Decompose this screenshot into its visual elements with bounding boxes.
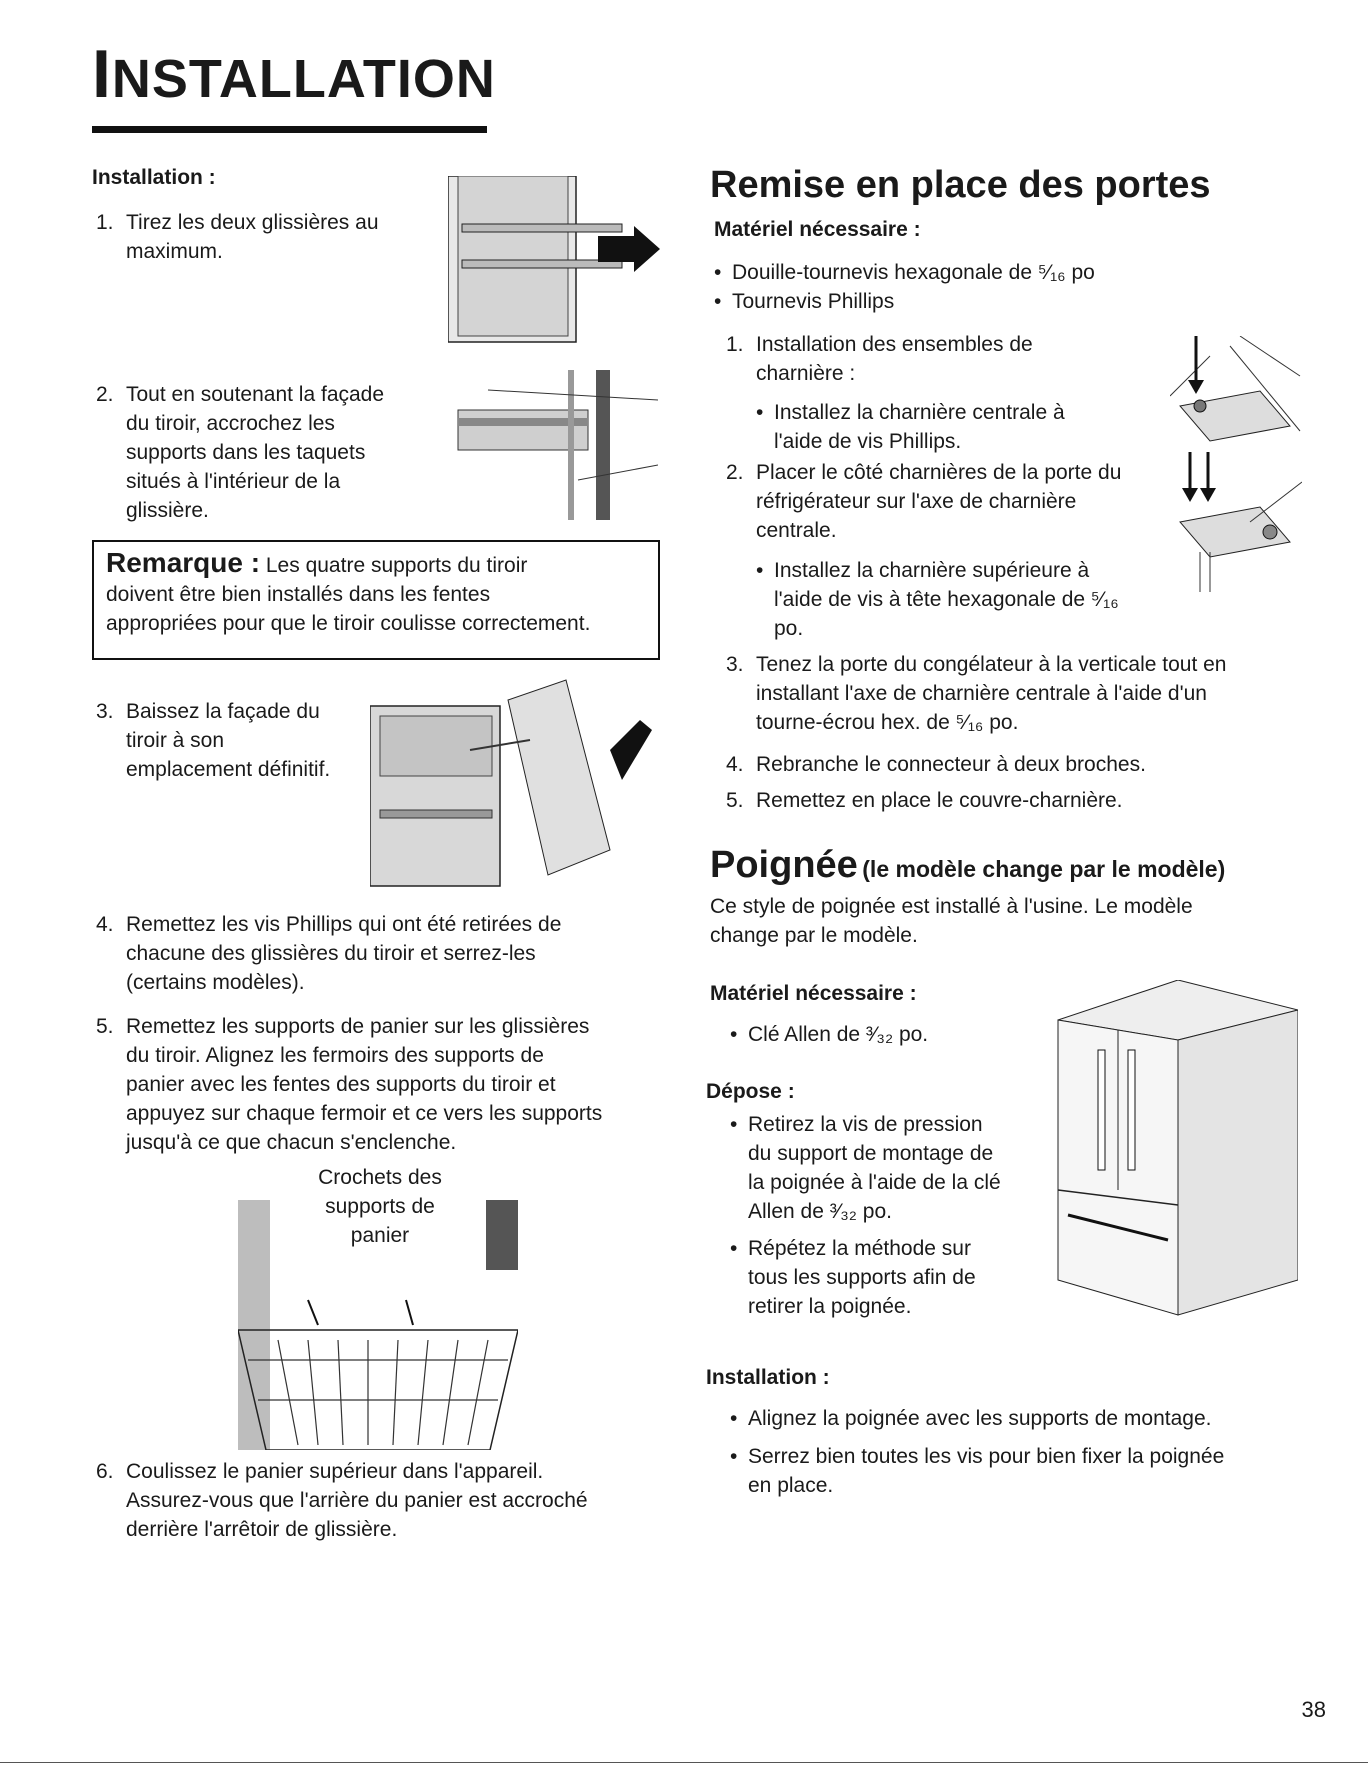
bullet-dot: •: [756, 559, 764, 582]
center-hinge-illustration: [1170, 336, 1302, 446]
bullet-line: tous les supports afin de: [748, 1266, 976, 1289]
bullet-line: Installez la charnière supérieure à: [774, 559, 1090, 582]
step-line: Tenez la porte du congélateur à la verticale tout en: [756, 653, 1227, 676]
step-line: tourne-écrou hex. de ⁵⁄₁₆ po.: [756, 711, 1019, 734]
bullet-dot: •: [730, 1113, 738, 1136]
door-step-2: [726, 458, 1166, 545]
step-line: chacune des glissières du tiroir et serrez-les: [126, 942, 536, 965]
step-line: Baissez la façade du: [126, 700, 320, 723]
top-hinge-illustration: [1170, 452, 1302, 592]
bullet-line: Alignez la poignée avec les supports de montage.: [748, 1407, 1212, 1430]
step-line: du tiroir. Alignez les fermoirs des supports de: [126, 1044, 544, 1067]
handle-intro: [710, 892, 1310, 950]
step-number: 4.: [96, 913, 114, 936]
handle-tool-item: [730, 1020, 1030, 1049]
step-line: Remettez les vis Phillips qui ont été retirées de: [126, 913, 562, 936]
intro-line: change par le modèle.: [710, 924, 918, 947]
install-heading: Installation :: [92, 166, 216, 189]
bullet-dot: •: [730, 1023, 738, 1046]
basket-illustration: [238, 1200, 518, 1450]
handle-material-heading: Matériel nécessaire :: [710, 982, 917, 1005]
bullet-dot: •: [730, 1407, 738, 1430]
step-line: supports dans les taquets: [126, 441, 366, 464]
door-step-5: [726, 786, 1326, 815]
bullet-dot: •: [730, 1237, 738, 1260]
tool-item: [714, 258, 1214, 287]
bullet-dot: •: [714, 261, 722, 284]
step-line: situés à l'intérieur de la: [126, 470, 341, 493]
label-line: panier: [350, 1224, 410, 1247]
step-line: Tout en soutenant la façade: [126, 383, 385, 406]
bullet-line: retirer la poignée.: [748, 1295, 912, 1318]
step-line: (certains modèles).: [126, 971, 305, 994]
step-number: 5.: [96, 1015, 114, 1038]
bullet-line: la poignée à l'aide de la clé: [748, 1171, 1001, 1194]
bullet-line: Installez la charnière centrale à: [774, 401, 1065, 424]
footer-rule: [0, 1762, 1368, 1763]
step-number: 1.: [726, 333, 744, 356]
step-line: glissière.: [126, 499, 209, 522]
slide-pull-illustration: [448, 176, 660, 344]
note-label: Remarque :: [106, 547, 261, 578]
step-number: 2.: [726, 461, 744, 484]
step-line: maximum.: [126, 240, 223, 263]
step-line: tiroir à son: [126, 729, 225, 752]
handle-heading: [710, 846, 1225, 884]
step-line: Remettez en place le couvre-charnière.: [756, 789, 1123, 812]
door-step-4: [726, 750, 1326, 779]
step-3: [96, 697, 396, 784]
step-6: [96, 1457, 696, 1544]
door-step-1: [726, 330, 1126, 388]
step-line: jusqu'à ce que chacun s'enclenche.: [126, 1131, 457, 1154]
removal-bullet: [730, 1234, 1050, 1321]
step-line: Coulissez le panier supérieur dans l'appareil.: [126, 1460, 544, 1483]
label-line: supports de: [325, 1195, 435, 1218]
step-number: 2.: [96, 383, 114, 406]
step-line: du tiroir, accrochez les: [126, 412, 335, 435]
bullet-line: Répétez la méthode sur: [748, 1237, 971, 1260]
removal-heading: Dépose :: [706, 1080, 795, 1103]
bullet-line: en place.: [748, 1474, 834, 1497]
door-step-3: [726, 650, 1326, 737]
bullet-line: Retirez la vis de pression: [748, 1113, 983, 1136]
bullet-dot: •: [756, 401, 764, 424]
step-number: 5.: [726, 789, 744, 812]
title-underline: [92, 126, 487, 133]
note-text: doivent être bien installés dans les fentes: [106, 583, 491, 606]
bullet-line: l'aide de vis à tête hexagonale de ⁵⁄₁₆: [774, 588, 1119, 611]
step-line: Remettez les supports de panier sur les glissières: [126, 1015, 590, 1038]
note-text: appropriées pour que le tiroir coulisse correctement.: [106, 612, 591, 635]
bullet-line: du support de montage de: [748, 1142, 994, 1165]
page-number: 38: [1301, 1697, 1326, 1722]
tool-text: Clé Allen de ³⁄₃₂ po.: [748, 1023, 929, 1046]
note-text: Les quatre supports du tiroir: [260, 554, 528, 577]
step-number: 6.: [96, 1460, 114, 1483]
bullet-dot: •: [730, 1445, 738, 1468]
doors-material-heading: Matériel nécessaire :: [714, 218, 921, 241]
step-line: Assurez-vous que l'arrière du panier est accroché: [126, 1489, 588, 1512]
step-number: 3.: [96, 700, 114, 723]
step-2: [96, 380, 426, 525]
doors-heading: Remise en place des portes: [710, 164, 1211, 206]
bullet-line: po.: [774, 617, 804, 640]
step-line: derrière l'arrêtoir de glissière.: [126, 1518, 398, 1541]
handle-subtitle: (le modèle change par le modèle): [862, 856, 1226, 882]
step-line: réfrigérateur sur l'axe de charnière: [756, 490, 1077, 513]
handle-install-heading: Installation :: [706, 1366, 830, 1389]
sub-bullet-top-hinge: [756, 556, 1176, 643]
label-line: Crochets des: [318, 1166, 442, 1189]
bullet-dot: •: [714, 290, 722, 313]
tool-text: Douille-tournevis hexagonale de ⁵⁄₁₆ po: [732, 261, 1095, 284]
step-line: appuyez sur chaque fermoir et ce vers les supports: [126, 1102, 603, 1125]
sub-bullet-center-hinge: [756, 398, 1136, 456]
step-line: charnière :: [756, 362, 856, 385]
intro-line: Ce style de poignée est installé à l'usine. Le modèle: [710, 895, 1193, 918]
step-number: 4.: [726, 753, 744, 776]
refrigerator-illustration: [1048, 980, 1298, 1320]
removal-bullet: [730, 1110, 1050, 1226]
bullet-line: Serrez bien toutes les vis pour bien fixer la poignée: [748, 1445, 1225, 1468]
step-number: 3.: [726, 653, 744, 676]
bullet-line: Allen de ³⁄₃₂ po.: [748, 1200, 892, 1223]
step-line: Installation des ensembles de: [756, 333, 1033, 356]
bullet-line: l'aide de vis Phillips.: [774, 430, 962, 453]
step-number: 1.: [96, 211, 114, 234]
step-line: panier avec les fentes des supports du tiroir et: [126, 1073, 556, 1096]
step-line: Tirez les deux glissières au: [126, 211, 379, 234]
page-title: INSTALLATION: [92, 36, 496, 112]
step-line: Rebranche le connecteur à deux broches.: [756, 753, 1146, 776]
install-bullet: [730, 1442, 1310, 1500]
support-hook-illustration: [448, 370, 658, 520]
step-5: [96, 1012, 696, 1157]
note-box: [92, 540, 660, 660]
drawer-front-illustration: [370, 660, 652, 890]
step-line: emplacement définitif.: [126, 758, 331, 781]
handle-title: Poignée: [710, 844, 858, 886]
step-line: centrale.: [756, 519, 837, 542]
tool-text: Tournevis Phillips: [732, 290, 895, 313]
tool-item: [714, 287, 1214, 316]
step-line: Placer le côté charnières de la porte du: [756, 461, 1122, 484]
install-bullet: [730, 1404, 1290, 1433]
step-line: installant l'axe de charnière centrale à l'aide d'un: [756, 682, 1207, 705]
step-1: [96, 208, 426, 266]
step-4: [96, 910, 686, 997]
